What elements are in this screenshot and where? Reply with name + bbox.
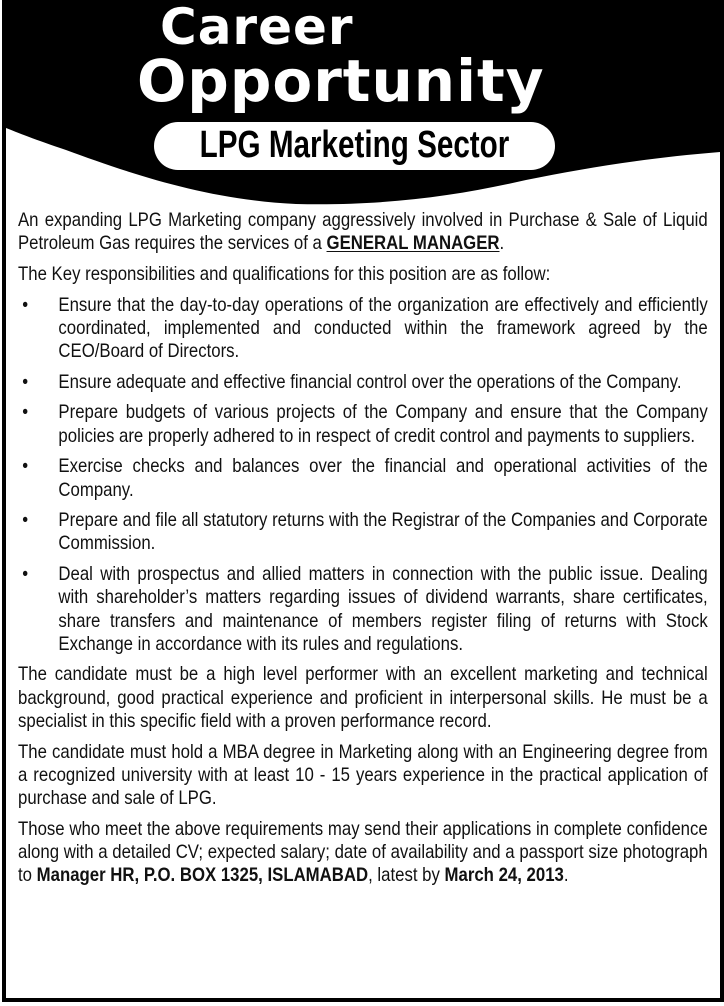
- ad-body: [18, 209, 708, 895]
- list-item: • Ensure adequate and effective financial control over the operations of the Company.: [22, 370, 682, 393]
- sector-badge: [154, 122, 555, 170]
- qualification-paragraph: The candidate must hold a MBA degree in Marketing along with an Engineering degree from a recognized university with at least 10 - 15 years experience in the practical application of purchase and sale of LPG.: [18, 740, 708, 809]
- bullet-icon: •: [22, 455, 29, 478]
- sector-label: LPG Marketing Sector: [199, 124, 510, 166]
- intro-paragraph: An expanding LPG Marketing company aggressively involved in Purchase & Sale of Liquid Petroleum Gas requires the services of a GENERAL MANAGER.: [18, 209, 708, 255]
- responsibilities-list: [18, 294, 708, 656]
- application-deadline: March 24, 2013: [444, 864, 564, 887]
- bullet-icon: •: [22, 563, 29, 586]
- list-item: • Prepare and file all statutory returns with the Registrar of the Companies and Corporate Commission.: [22, 509, 708, 555]
- position-title: GENERAL MANAGER: [326, 232, 500, 255]
- job-advertisement: [2, 0, 724, 1002]
- responsibilities-heading: The Key responsibilities and qualifications for this position are as follow:: [18, 262, 551, 285]
- bullet-icon: •: [22, 370, 29, 393]
- bullet-icon: •: [22, 293, 29, 316]
- bullet-icon: •: [22, 509, 29, 532]
- candidate-profile-paragraph: The candidate must be a high level performer with an excellent marketing and technical background, good practical experience and proficient in interpersonal skills. He must be a specialist in this specific field with a proven performance record.: [18, 663, 708, 732]
- list-item: • Deal with prospectus and allied matters in connection with the public issue. Dealing with shareholder’s matters regarding issues of dividend warrants, share certificates, share transfers and maintenance of members register filing of returns with Stock Exchange in accordance with its rules and regulations.: [22, 563, 708, 655]
- application-paragraph: Those who meet the above requirements may send their applications in complete confidence along with a detailed CV; expected salary; date of availability and a passport size photograph to Manager HR, P.O. BOX 1325, ISLAMABAD, latest by March 24, 2013.: [18, 817, 708, 887]
- list-item: • Prepare budgets of various projects of the Company and ensure that the Company policies are properly adhered to in respect of credit control and payments to suppliers.: [22, 401, 708, 447]
- bullet-icon: •: [22, 401, 29, 424]
- list-item: • Ensure that the day-to-day operations of the organization are effectively and efficiently coordinated, implemented and conducted within the framework agreed by the CEO/Board of Directors.: [22, 293, 708, 363]
- title-opportunity: Opportunity: [137, 47, 545, 115]
- application-address: Manager HR, P.O. BOX 1325, ISLAMABAD: [36, 864, 369, 887]
- title-career: Career: [160, 0, 354, 56]
- list-item: • Exercise checks and balances over the financial and operational activities of the Company.: [22, 455, 708, 501]
